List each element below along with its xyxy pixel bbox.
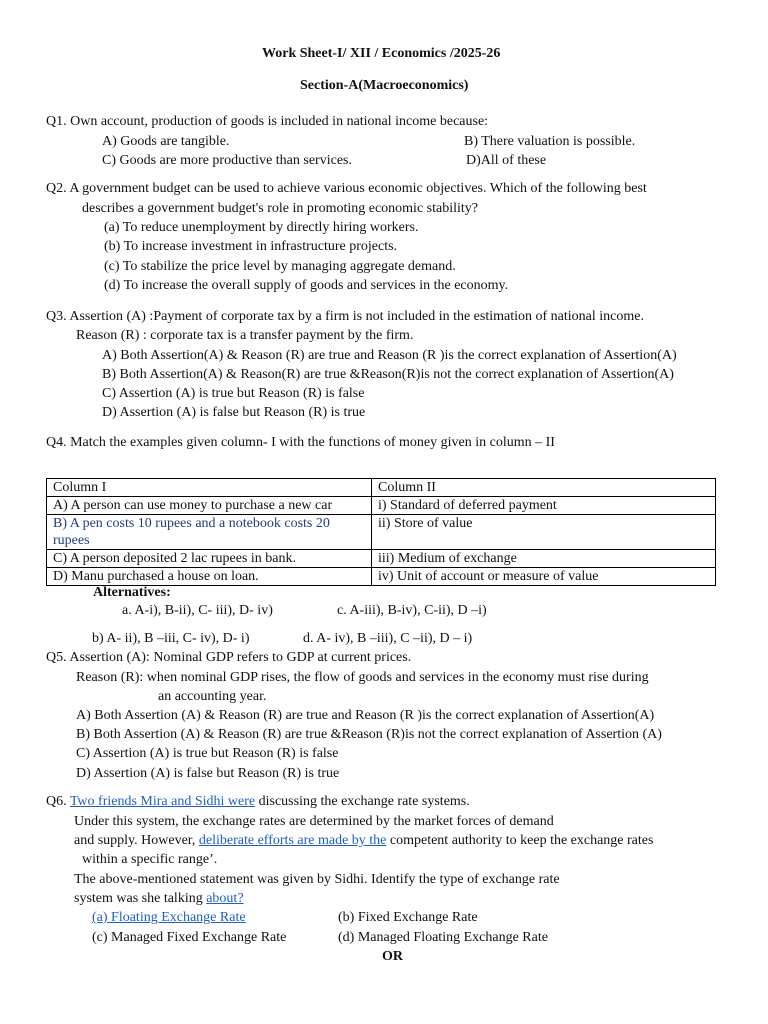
q5-option-d: D) Assertion (A) is false but Reason (R) is true <box>76 766 340 781</box>
q6-option-a[interactable]: (a) Floating Exchange Rate <box>92 910 246 925</box>
q6-line6-start: system was she talking <box>74 891 207 906</box>
alternative-b: b) A- ii), B –iii, C- iv), D- i) <box>92 631 250 646</box>
q6-link-about[interactable]: about? <box>206 891 244 906</box>
column-header: Column II <box>372 479 716 497</box>
q6-line3-start: and supply. However, <box>74 833 199 848</box>
q5-reason-line1: Reason (R): when nominal GDP rises, the flow of goods and services in the economy must rise during <box>76 670 649 685</box>
table-cell: i) Standard of deferred payment <box>372 497 716 515</box>
q2-option-a: (a) To reduce unemployment by directly hiring workers. <box>104 220 419 235</box>
table-cell: B) A pen costs 10 rupees and a notebook costs 20 rupees <box>47 515 372 550</box>
page-title: Work Sheet-I/ XII / Economics /2025-26 <box>262 46 501 61</box>
q6-line2: Under this system, the exchange rates are determined by the market forces of demand <box>74 814 554 829</box>
q2-question-line1: Q2. A government budget can be used to achieve various economic objectives. Which of the following best <box>46 181 647 196</box>
q6-line6 <box>74 889 244 908</box>
or-separator: OR <box>382 949 403 964</box>
q2-option-b: (b) To increase investment in infrastructure projects. <box>104 239 398 254</box>
q1-option-a: A) Goods are tangible. <box>102 134 230 149</box>
column-header: Column I <box>47 479 372 497</box>
table-row <box>47 550 716 568</box>
table-row <box>47 515 716 550</box>
table-row <box>47 497 716 515</box>
table-cell: C) A person deposited 2 lac rupees in bank. <box>47 550 372 568</box>
q5-option-c: C) Assertion (A) is true but Reason (R) is false <box>76 746 339 761</box>
q3-reason: Reason (R) : corporate tax is a transfer payment by the firm. <box>76 328 414 343</box>
q6-line4: within a specific range’. <box>82 852 218 867</box>
table-cell: ii) Store of value <box>372 515 716 550</box>
q6-link-efforts[interactable]: deliberate efforts are made by the <box>198 833 387 848</box>
q5-assertion: Q5. Assertion (A): Nominal GDP refers to GDP at current prices. <box>46 650 412 665</box>
table-header-row <box>47 479 716 497</box>
alternative-a: a. A-i), B-ii), C- iii), D- iv) <box>122 603 273 618</box>
q6-line1-rest: discussing the exchange rate systems. <box>255 794 470 809</box>
q2-option-d: (d) To increase the overall supply of goods and services in the economy. <box>104 278 509 293</box>
q2-option-c: (c) To stabilize the price level by managing aggregate demand. <box>104 259 456 274</box>
alternative-d: d. A- iv), B –iii), C –ii), D – i) <box>303 631 473 646</box>
table-cell: iii) Medium of exchange <box>372 550 716 568</box>
q1-question: Q1. Own account, production of goods is included in national income because: <box>46 114 489 129</box>
q6-line5: The above-mentioned statement was given by Sidhi. Identify the type of exchange rate <box>74 872 560 887</box>
q5-reason-line2: an accounting year. <box>158 689 267 704</box>
alternative-c: c. A-iii), B-iv), C-ii), D –i) <box>337 603 487 618</box>
q3-option-c: C) Assertion (A) is true but Reason (R) is false <box>102 386 365 401</box>
q6-option-c: (c) Managed Fixed Exchange Rate <box>92 930 287 945</box>
q1-option-c: C) Goods are more productive than services. <box>102 153 352 168</box>
table-cell: iv) Unit of account or measure of value <box>372 568 716 586</box>
q6-prefix: Q6. <box>46 794 70 809</box>
table-cell: D) Manu purchased a house on loan. <box>47 568 372 586</box>
q6-option-b: (b) Fixed Exchange Rate <box>338 910 478 925</box>
q3-option-b: B) Both Assertion(A) & Reason(R) are true &Reason(R)is not the correct explanation of Assertion(A) <box>102 367 674 382</box>
q5-option-b: B) Both Assertion (A) & Reason (R) are true &Reason (R)is not the correct explanation of Assertion (A) <box>76 727 662 742</box>
q6-line1 <box>46 792 470 811</box>
section-title: Section-A(Macroeconomics) <box>300 78 469 93</box>
q1-option-b: B) There valuation is possible. <box>464 134 636 149</box>
q3-assertion: Q3. Assertion (A) :Payment of corporate tax by a firm is not included in the estimation of national income. <box>46 309 644 324</box>
q6-link-friends[interactable]: Two friends Mira and Sidhi were <box>69 794 256 809</box>
q6-line3 <box>74 831 653 850</box>
q6-option-d: (d) Managed Floating Exchange Rate <box>338 930 548 945</box>
q3-option-d: D) Assertion (A) is false but Reason (R) is true <box>102 405 366 420</box>
q5-option-a: A) Both Assertion (A) & Reason (R) are true and Reason (R )is the correct explanation of Assertion(A) <box>76 708 655 723</box>
table-cell: A) A person can use money to purchase a new car <box>47 497 372 515</box>
match-table <box>46 478 716 586</box>
q3-option-a: A) Both Assertion(A) & Reason (R) are true and Reason (R )is the correct explanation of Assertion(A) <box>102 348 677 363</box>
q4-question: Q4. Match the examples given column- I with the functions of money given in column – II <box>46 435 555 450</box>
q1-option-d: D)All of these <box>466 153 547 168</box>
q2-question-line2: describes a government budget's role in promoting economic stability? <box>82 201 478 216</box>
alternatives-label: Alternatives: <box>93 585 171 600</box>
q6-line3-rest: competent authority to keep the exchange rates <box>386 833 654 848</box>
